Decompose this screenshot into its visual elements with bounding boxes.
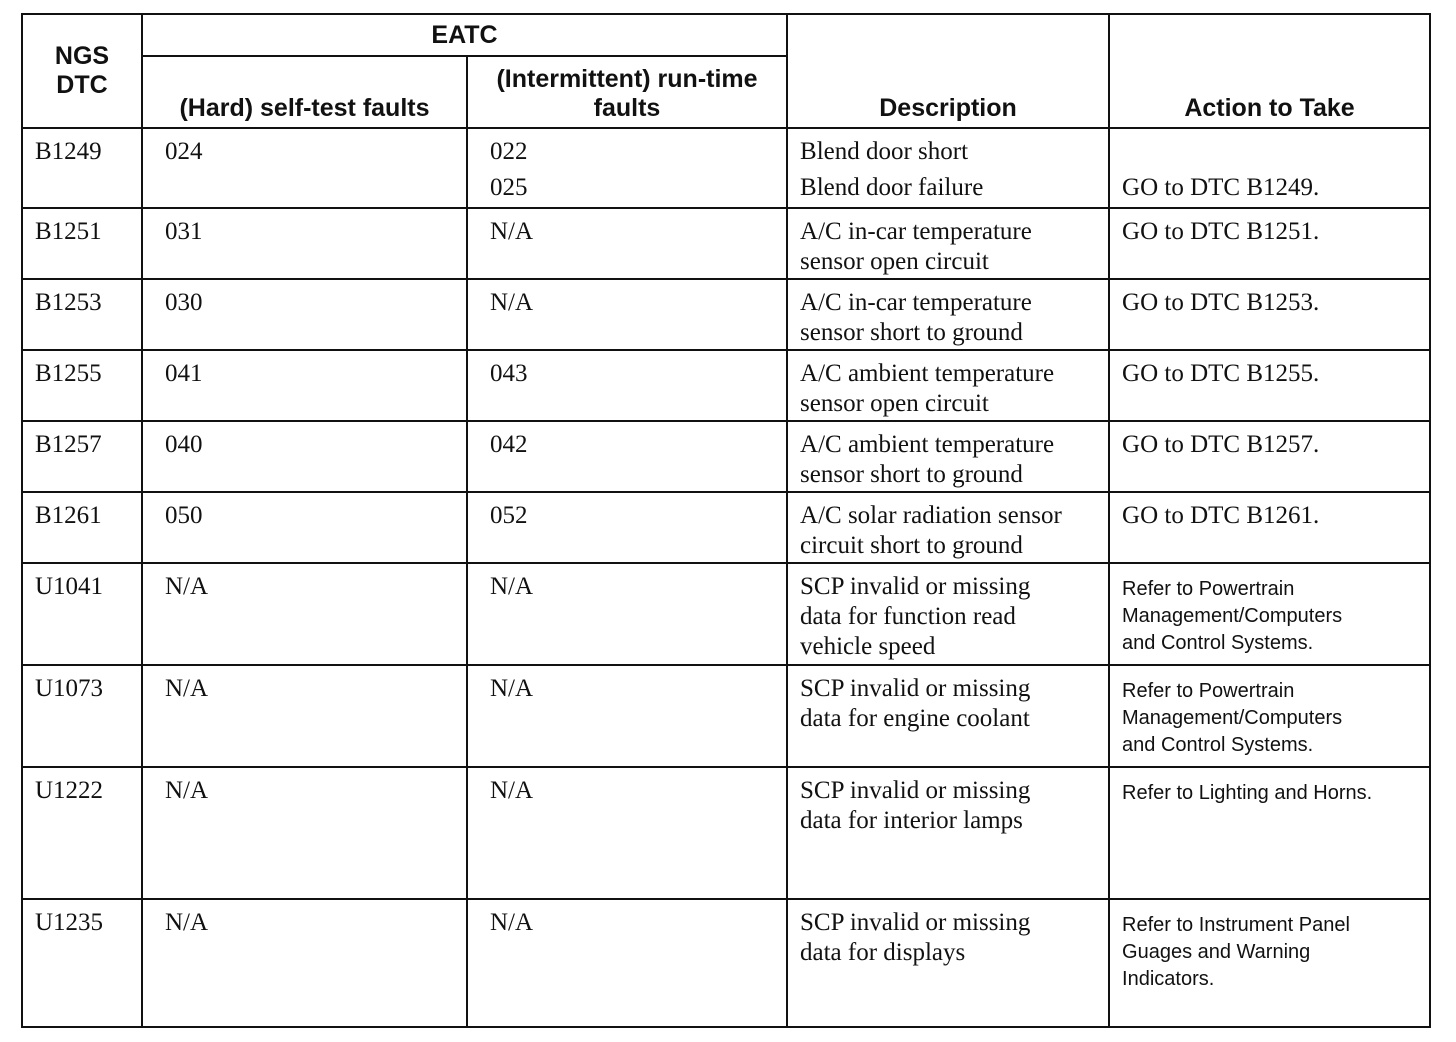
action-cell: Refer to Instrument Panel Guages and Warning Indicators. xyxy=(1109,899,1430,1027)
header-action: Action to Take xyxy=(1109,14,1430,128)
action-cell: GO to DTC B1255. xyxy=(1109,350,1430,421)
intermittent-fault-cell: 042 xyxy=(467,421,787,492)
intermittent-fault-cell: 022 025 xyxy=(467,128,787,208)
table-row xyxy=(22,767,1430,899)
dtc-table xyxy=(21,13,1431,1028)
hard-fault-cell: N/A xyxy=(142,563,467,665)
table-row xyxy=(22,421,1430,492)
dtc-cell: B1257 xyxy=(22,421,142,492)
dtc-cell: B1261 xyxy=(22,492,142,563)
action-cell: Refer to Powertrain Management/Computers and Control Systems. xyxy=(1109,665,1430,767)
header-ngs-dtc: NGS DTC xyxy=(22,14,142,128)
table-row xyxy=(22,899,1430,1027)
dtc-cell: B1255 xyxy=(22,350,142,421)
intermittent-fault-cell: N/A xyxy=(467,563,787,665)
table-row xyxy=(22,665,1430,767)
hard-fault-cell: N/A xyxy=(142,767,467,899)
intermittent-fault-cell: 052 xyxy=(467,492,787,563)
action-cell: GO to DTC B1249. xyxy=(1109,128,1430,208)
hard-fault-cell: N/A xyxy=(142,665,467,767)
dtc-cell: U1073 xyxy=(22,665,142,767)
header-eatc: EATC xyxy=(142,14,787,56)
dtc-cell: U1041 xyxy=(22,563,142,665)
table-row xyxy=(22,492,1430,563)
intermittent-fault-cell: N/A xyxy=(467,665,787,767)
header-hard-faults: (Hard) self-test faults xyxy=(142,56,467,128)
hard-fault-cell: 040 xyxy=(142,421,467,492)
description-cell: A/C in-car temperature sensor open circuit xyxy=(787,208,1109,279)
description-cell: SCP invalid or missing data for engine coolant xyxy=(787,665,1109,767)
table-row xyxy=(22,350,1430,421)
table-row xyxy=(22,563,1430,665)
action-cell: GO to DTC B1253. xyxy=(1109,279,1430,350)
description-cell: SCP invalid or missing data for interior lamps xyxy=(787,767,1109,899)
description-cell: SCP invalid or missing data for function read vehicle speed xyxy=(787,563,1109,665)
hard-fault-cell: 024 xyxy=(142,128,467,208)
intermittent-fault-cell: N/A xyxy=(467,899,787,1027)
dtc-cell: B1251 xyxy=(22,208,142,279)
header-description: Description xyxy=(787,14,1109,128)
dtc-cell: U1222 xyxy=(22,767,142,899)
intermittent-fault-cell: N/A xyxy=(467,279,787,350)
action-cell: Refer to Lighting and Horns. xyxy=(1109,767,1430,899)
hard-fault-cell: 050 xyxy=(142,492,467,563)
action-cell: GO to DTC B1261. xyxy=(1109,492,1430,563)
action-cell: GO to DTC B1257. xyxy=(1109,421,1430,492)
description-cell: A/C in-car temperature sensor short to ground xyxy=(787,279,1109,350)
dtc-cell: B1249 xyxy=(22,128,142,208)
hard-fault-cell: N/A xyxy=(142,899,467,1027)
dtc-cell: B1253 xyxy=(22,279,142,350)
intermittent-fault-cell: N/A xyxy=(467,208,787,279)
intermittent-fault-cell: 043 xyxy=(467,350,787,421)
table-row xyxy=(22,279,1430,350)
hard-fault-cell: 041 xyxy=(142,350,467,421)
description-cell: SCP invalid or missing data for displays xyxy=(787,899,1109,1027)
description-cell: Blend door short Blend door failure xyxy=(787,128,1109,208)
hard-fault-cell: 031 xyxy=(142,208,467,279)
hard-fault-cell: 030 xyxy=(142,279,467,350)
intermittent-fault-cell: N/A xyxy=(467,767,787,899)
table-row xyxy=(22,208,1430,279)
description-cell: A/C ambient temperature sensor short to ground xyxy=(787,421,1109,492)
action-cell: Refer to Powertrain Management/Computers and Control Systems. xyxy=(1109,563,1430,665)
dtc-cell: U1235 xyxy=(22,899,142,1027)
description-cell: A/C ambient temperature sensor open circuit xyxy=(787,350,1109,421)
description-cell: A/C solar radiation sensor circuit short to ground xyxy=(787,492,1109,563)
action-cell: GO to DTC B1251. xyxy=(1109,208,1430,279)
header-intermittent-faults: (Intermittent) run-time faults xyxy=(467,56,787,128)
table-row xyxy=(22,128,1430,208)
